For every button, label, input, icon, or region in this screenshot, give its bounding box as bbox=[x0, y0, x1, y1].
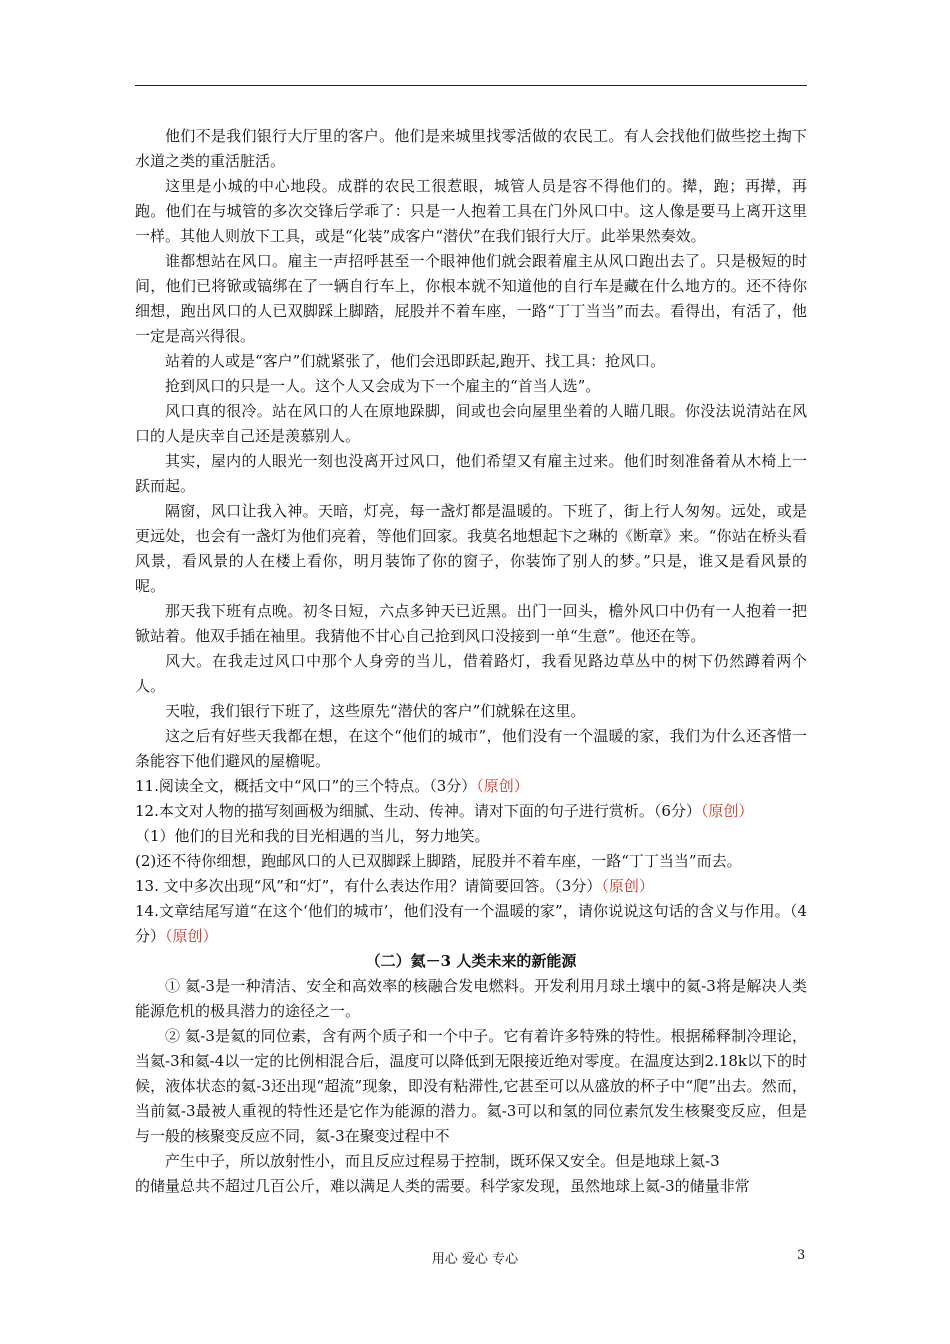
section-paragraph-continued: 产生中子，所以放射性小，而且反应过程易于控制，既环保又安全。但是地球上氦-3 bbox=[165, 1152, 720, 1170]
original-tag: （原创） bbox=[476, 777, 529, 795]
question-12: 12.本文对人物的描写刻画极为细腻、生动、传神。请对下面的句子进行赏析。（6分）（原创） bbox=[135, 802, 754, 820]
paragraph: 这里是小城的中心地段。成群的农民工很惹眼，城管人员是容不得他们的。撵，跑；再撵，再跑。他们在与城管的多次交锋后学乖了：只是一人抱着工具在门外风口中。这人像是要马上离开这里一样。其他人则放下工具，或是“化装”成客户“潜伏”在我们银行大厅。此举果然奏效。 bbox=[135, 177, 807, 245]
paragraph: 天啦，我们银行下班了，这些原先“潜伏的客户”们就躲在这里。 bbox=[165, 702, 586, 720]
question-13: 13. 文中多次出现“风”和“灯”，有什么表达作用？请简要回答。（3分）（原创） bbox=[135, 877, 654, 895]
paragraph: 隔窗，风口让我入神。天暗，灯亮，每一盏灯都是温暖的。下班了，街上行人匆匆。远处，或是更远处，也会有一盏灯为他们亮着，等他们回家。我莫名地想起卞之琳的《断章》来。“你站在桥头看风景，看风景的人在楼上看你，明月装饰了你的窗子，你装饰了别人的梦。”只是，谁又是看风景的呢。 bbox=[135, 502, 807, 595]
paragraph: 站着的人或是“客户”们就紧张了，他们会迅即跃起,跑开、找工具：抢风口。 bbox=[165, 352, 666, 370]
page-number: 3 bbox=[797, 1248, 806, 1263]
question-12-1: （1）他们的目光和我的目光相遇的当儿，努力地笑。 bbox=[135, 827, 490, 845]
paragraph: 他们不是我们银行大厅里的客户。他们是来城里找零活做的农民工。有人会找他们做些挖土掏下水道之类的重活脏活。 bbox=[135, 127, 807, 170]
original-tag: （原创） bbox=[700, 802, 754, 820]
paragraph: 抢到风口的只是一人。这个人又会成为下一个雇主的“首当人选”。 bbox=[165, 377, 601, 395]
paragraph: 那天我下班有点晚。初冬日短，六点多钟天已近黑。出门一回头，檐外风口中仍有一人抱着一把锨站着。他双手插在袖里。我猜他不甘心自己抢到风口没接到一单“生意”。他还在等。 bbox=[135, 602, 807, 645]
paragraph: 其实，屋内的人眼光一刻也没离开过风口，他们希望又有雇主过来。他们时刻准备着从木椅上一跃而起。 bbox=[135, 452, 807, 495]
section-paragraph-continued: 的储量总共不超过几百公斤，难以满足人类的需要。科学家发现，虽然地球上氦-3的储量非常 bbox=[135, 1177, 750, 1195]
header-rule bbox=[135, 85, 807, 86]
question-14: 14.文章结尾写道“在这个‘他们的城市’，他们没有一个温暖的家”，请你说说这句话的含义与作用。（4分）（原创） bbox=[135, 902, 807, 945]
paragraph: 这之后有好些天我都在想，在这个“他们的城市”，他们没有一个温暖的家，我们为什么还吝惜一条能容下他们避风的屋檐呢。 bbox=[135, 727, 807, 770]
paragraph: 谁都想站在风口。雇主一声招呼甚至一个眼神他们就会跟着雇主从风口跑出去了。只是极短的时间，他们已将锨或镐绑在了一辆自行车上，你根本就不知道他的自行车是藏在什么地方的。还不待你细想，跑出风口的人已双脚踩上脚踏，屁股并不着车座，一路“丁丁当当”而去。看得出，有活了，他一定是高兴得很。 bbox=[135, 252, 807, 345]
section-paragraph: ① 氦-3是一种清洁、安全和高效率的核融合发电燃料。开发利用月球土壤中的氦-3将是解决人类能源危机的极具潜力的途径之一。 bbox=[135, 977, 807, 1020]
footer-motto: 用心 爱心 专心 bbox=[431, 1252, 519, 1267]
question-12-2: (2)还不待你细想，跑邮风口的人已双脚踩上脚踏，屁股并不着车座，一路“丁丁当当”而去。 bbox=[135, 852, 742, 870]
original-tag: （原创） bbox=[165, 927, 218, 945]
page-content bbox=[135, 124, 807, 1199]
paragraph: 风口真的很冷。站在风口的人在原地跺脚，间或也会向屋里坐着的人瞄几眼。你没法说清站在风口的人是庆幸自己还是羡慕别人。 bbox=[135, 402, 807, 445]
original-tag: （原创） bbox=[601, 877, 654, 895]
paragraph: 风大。在我走过风口中那个人身旁的当儿，借着路灯，我看见路边草丛中的树下仍然蹲着两个人。 bbox=[135, 652, 807, 695]
section-title: （二）氦－3 人类未来的新能源 bbox=[365, 952, 577, 970]
section-paragraph: ② 氦-3是氦的同位素，含有两个质子和一个中子。它有着许多特殊的特性。根据稀释制冷理论，当氦-3和氦-4以一定的比例相混合后，温度可以降低到无限接近绝对零度。在温度达到2.18k以下的时候，液体状态的氦-3还出现“超流”现象，即没有粘滞性,它甚至可以从盛放的杯子中“爬”出去。然而，当前氦-3最被人重视的特性还是它作为能源的潜力。氦-3可以和氢的同位素氘发生核聚变反应，但是与一般的核聚变反应不同，氦-3在聚变过程中不 bbox=[135, 1027, 807, 1145]
question-11: 11.阅读全文，概括文中“风口”的三个特点。（3分）（原创） bbox=[135, 777, 529, 795]
